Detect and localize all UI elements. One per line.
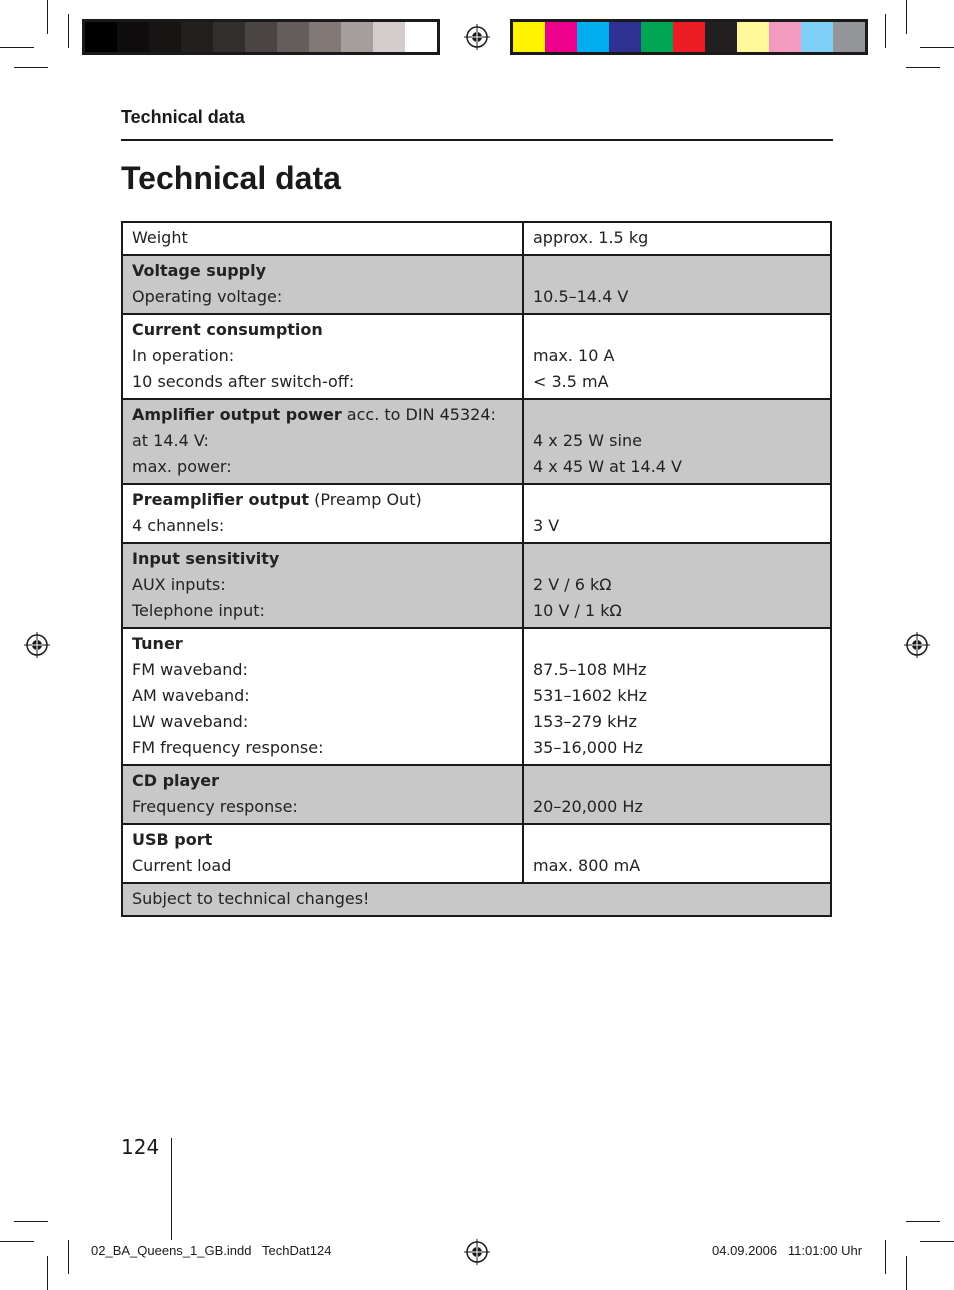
spec-label: In operation: [132, 346, 235, 365]
spec-value: 4 x 25 W sine [533, 431, 642, 450]
spec-label-cell [122, 222, 523, 255]
crop-mark [47, 0, 48, 34]
crop-mark [906, 1256, 907, 1290]
spec-value-cell [523, 628, 831, 765]
spec-group-title [132, 768, 513, 794]
color-swatch [801, 22, 833, 52]
color-swatch [373, 22, 405, 52]
spec-value: < 3.5 mA [533, 372, 609, 391]
color-swatch [641, 22, 673, 52]
spec-label: AUX inputs: [132, 575, 226, 594]
color-swatch [705, 22, 737, 52]
color-swatch [769, 22, 801, 52]
crop-mark [0, 1241, 34, 1242]
spec-value: 35–16,000 Hz [533, 738, 643, 757]
spec-label: FM waveband: [132, 660, 248, 679]
spec-group-title-bold: USB port [132, 830, 213, 849]
page-number: 124 [121, 1135, 160, 1159]
spec-value: 2 V / 6 kΩ [533, 575, 612, 594]
spec-value: 87.5–108 MHz [533, 660, 647, 679]
spec-value-cell [523, 484, 831, 543]
page-title: Technical data [121, 160, 341, 196]
spec-label: Operating voltage: [132, 287, 283, 306]
color-swatch [245, 22, 277, 52]
spec-value: approx. 1.5 kg [533, 228, 649, 247]
footer-note: Subject to technical changes! [122, 883, 831, 916]
spec-label: max. power: [132, 457, 232, 476]
spec-value-cell [523, 222, 831, 255]
spec-label-cell [122, 255, 523, 314]
table-row [122, 255, 831, 314]
spec-label: Weight [132, 228, 188, 247]
color-swatch [309, 22, 341, 52]
spec-value-cell [523, 765, 831, 824]
crop-mark [14, 67, 48, 68]
running-header: Technical data [121, 107, 245, 127]
spec-group-title [132, 317, 513, 343]
spec-value: 153–279 kHz [533, 712, 637, 731]
spec-value: 10.5–14.4 V [533, 287, 629, 306]
registration-mark-icon [464, 24, 490, 50]
crop-mark [68, 1240, 69, 1274]
spec-label-cell [122, 765, 523, 824]
spec-label: Frequency response: [132, 797, 298, 816]
color-swatch [149, 22, 181, 52]
spec-value-cell [523, 399, 831, 484]
spec-value-cell [523, 543, 831, 628]
spec-label: 4 channels: [132, 516, 225, 535]
spec-group-title-bold: Input sensitivity [132, 549, 280, 568]
page-number-rule [171, 1138, 172, 1240]
spec-value: 4 x 45 W at 14.4 V [533, 457, 682, 476]
crop-mark [14, 1221, 48, 1222]
color-swatch [545, 22, 577, 52]
crop-mark [885, 1240, 886, 1274]
spec-value: 10 V / 1 kΩ [533, 601, 622, 620]
table-row [122, 399, 831, 484]
spec-group-title [132, 631, 513, 657]
spec-value: max. 10 A [533, 346, 615, 365]
color-swatch [513, 22, 545, 52]
table-row [122, 222, 831, 255]
header-divider [121, 139, 833, 141]
spec-group-title-bold: Current consumption [132, 320, 323, 339]
table-row [122, 314, 831, 399]
color-swatch [577, 22, 609, 52]
spec-label: FM frequency response: [132, 738, 324, 757]
table-row [122, 628, 831, 765]
spec-value: 531–1602 kHz [533, 686, 648, 705]
spec-group-title [132, 258, 513, 284]
color-swatch [609, 22, 641, 52]
spec-label: Current load [132, 856, 232, 875]
technical-data-table [121, 221, 832, 917]
spec-group-title [132, 546, 513, 572]
color-swatch [341, 22, 373, 52]
table-row [122, 484, 831, 543]
crop-mark [47, 1256, 48, 1290]
process-color-bar [510, 19, 868, 55]
spec-label-cell [122, 628, 523, 765]
crop-mark [920, 47, 954, 48]
spec-group-title-bold: Voltage supply [132, 261, 267, 280]
color-swatch [117, 22, 149, 52]
slug-datetime: 04.09.2006 11:01:00 Uhr [712, 1243, 863, 1258]
spec-label: AM waveband: [132, 686, 250, 705]
color-swatch [833, 22, 865, 52]
table-footer-row [122, 883, 831, 916]
spec-group-title-suffix: (Preamp Out) [309, 490, 422, 509]
spec-label: at 14.4 V: [132, 431, 209, 450]
registration-mark-icon [464, 1239, 490, 1265]
crop-mark [0, 47, 34, 48]
spec-group-title-bold: CD player [132, 771, 220, 790]
spec-group-title [132, 402, 513, 428]
spec-value: 3 V [533, 516, 560, 535]
crop-mark [906, 67, 940, 68]
crop-mark [885, 14, 886, 48]
spec-label: Telephone input: [132, 601, 265, 620]
color-swatch [181, 22, 213, 52]
spec-label-cell [122, 399, 523, 484]
crop-mark [906, 0, 907, 34]
spec-value-cell [523, 824, 831, 883]
table-row [122, 765, 831, 824]
spec-value-cell [523, 255, 831, 314]
spec-label-cell [122, 484, 523, 543]
spec-value: max. 800 mA [533, 856, 641, 875]
grayscale-color-bar [82, 19, 440, 55]
spec-group-title-suffix: acc. to DIN 45324: [341, 405, 496, 424]
color-swatch [277, 22, 309, 52]
spec-group-title [132, 827, 513, 853]
crop-mark [920, 1241, 954, 1242]
spec-group-title-bold: Preamplifier output [132, 490, 310, 509]
registration-mark-icon [24, 632, 50, 658]
spec-label: 10 seconds after switch-off: [132, 372, 355, 391]
spec-label-cell [122, 824, 523, 883]
registration-mark-icon [904, 632, 930, 658]
spec-value: 20–20,000 Hz [533, 797, 643, 816]
spec-group-title-bold: Tuner [132, 634, 183, 653]
crop-mark [906, 1221, 940, 1222]
color-swatch [737, 22, 769, 52]
spec-label: LW waveband: [132, 712, 249, 731]
color-swatch [673, 22, 705, 52]
table-row [122, 543, 831, 628]
slug-file-info: 02_BA_Queens_1_GB.indd TechDat124 [91, 1243, 332, 1258]
color-swatch [213, 22, 245, 52]
color-swatch [405, 22, 437, 52]
spec-label-cell [122, 314, 523, 399]
spec-label-cell [122, 543, 523, 628]
table-row [122, 824, 831, 883]
spec-group-title-bold: Amplifier output power [132, 405, 342, 424]
color-swatch [85, 22, 117, 52]
spec-value-cell [523, 314, 831, 399]
spec-group-title [132, 487, 513, 513]
crop-mark [68, 14, 69, 48]
